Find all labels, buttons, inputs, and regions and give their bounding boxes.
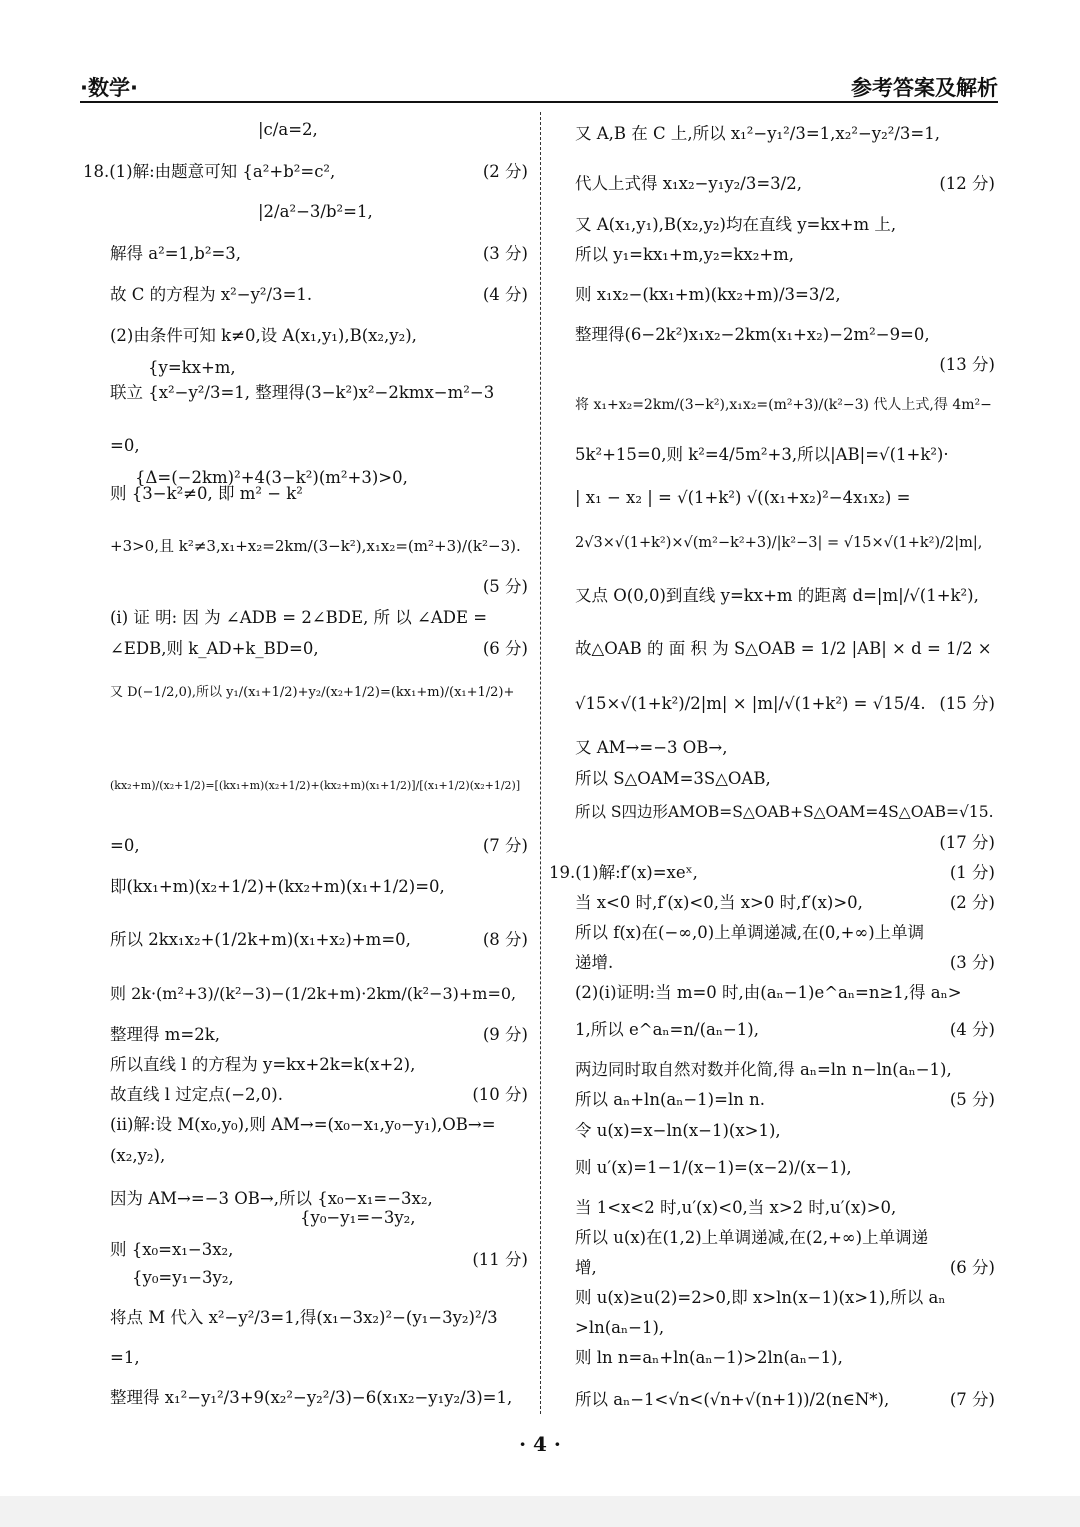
score-marker: (3 分) xyxy=(949,953,995,972)
solution-line: 增, xyxy=(575,1258,597,1277)
solution-line: 解得 a²=1,b²=3, xyxy=(110,244,242,263)
solution-line: (2)(i)证明:当 m=0 时,由(aₙ−1)e^aₙ=n≥1,得 aₙ> xyxy=(575,983,962,1002)
solution-line: >ln(aₙ−1), xyxy=(575,1318,665,1337)
solution-line: 故直线 l 过定点(−2,0). xyxy=(110,1085,283,1104)
score-marker: (9 分) xyxy=(482,1025,528,1044)
solution-line: +3>0,且 k²≠3,x₁+x₂=2km/(3−k²),x₁x₂=(m²+3)/(k²−3). xyxy=(110,537,521,555)
score-marker: (17 分) xyxy=(939,833,995,852)
solution-line: (ii)解:设 M(x₀,y₀),则 AM→=(x₀−x₁,y₀−y₁),OB→= xyxy=(110,1115,496,1134)
solution-line: 即(kx₁+m)(x₂+1/2)+(kx₂+m)(x₁+1/2)=0, xyxy=(110,877,445,896)
solution-line: (i) 证 明: 因 为 ∠ADB = 2∠BDE, 所 以 ∠ADE = xyxy=(110,608,488,627)
score-marker: (8 分) xyxy=(482,930,528,949)
solution-line: 18.(1)解:由题意可知 {a²+b²=c², xyxy=(83,162,336,181)
solution-line: 则 2k·(m²+3)/(k²−3)−(1/2k+m)·2km/(k²−3)+m=0, xyxy=(110,984,517,1003)
bottom-strip xyxy=(0,1496,1080,1527)
solution-line: 当 1<x<2 时,u′(x)<0,当 x>2 时,u′(x)>0, xyxy=(575,1198,897,1217)
solution-line: 5k²+15=0,则 k²=4/5m²+3,所以|AB|=√(1+k²)· xyxy=(575,445,949,464)
score-marker: (5 分) xyxy=(482,577,528,596)
solution-line: 则 u′(x)=1−1/(x−1)=(x−2)/(x−1), xyxy=(575,1158,852,1177)
score-marker: (7 分) xyxy=(482,836,528,855)
solution-line: 则 x₁x₂−(kx₁+m)(kx₂+m)/3=3/2, xyxy=(575,285,841,304)
score-marker: (15 分) xyxy=(939,694,995,713)
solution-line: 故△OAB 的 面 积 为 S△OAB = 1/2 |AB| × d = 1/2 × xyxy=(575,639,992,658)
solution-line: 所以 2kx₁x₂+(1/2k+m)(x₁+x₂)+m=0, xyxy=(110,930,411,949)
solution-line: √15×√(1+k²)/2|m| × |m|/√(1+k²) = √15/4. xyxy=(575,694,926,713)
score-marker: (2 分) xyxy=(482,162,528,181)
solution-line: 联立 {x²−y²/3=1, 整理得(3−k²)x²−2kmx−m²−3 xyxy=(110,383,495,402)
solution-line: 所以 y₁=kx₁+m,y₂=kx₂+m, xyxy=(575,245,795,264)
score-marker: (12 分) xyxy=(939,174,995,193)
solution-line: 则 {3−k²≠0, 即 m² − k² xyxy=(110,484,303,503)
solution-line: 整理得 m=2k, xyxy=(110,1025,220,1044)
solution-line: 令 u(x)=x−ln(x−1)(x>1), xyxy=(575,1121,781,1140)
solution-line: 所以 aₙ−1<√n<(√n+√(n+1))/2(n∈N*), xyxy=(575,1390,890,1409)
solution-line: 所以 S四边形AMOB=S△OAB+S△OAM=4S△OAB=√15. xyxy=(575,803,994,821)
score-marker: (10 分) xyxy=(472,1085,528,1104)
solution-line: =0, xyxy=(110,836,140,855)
solution-line: {y₀−y₁=−3y₂, xyxy=(300,1208,416,1227)
score-marker: (7 分) xyxy=(949,1390,995,1409)
solution-line: 则 u(x)≥u(2)=2>0,即 x>ln(x−1)(x>1),所以 aₙ xyxy=(575,1288,946,1307)
solution-line: 又 AM→=−3 OB→, xyxy=(575,738,728,757)
solution-line: ∠EDB,则 k_AD+k_BD=0, xyxy=(110,639,319,658)
section-title: 参考答案及解析 xyxy=(851,76,998,100)
solution-line: 则 {x₀=x₁−3x₂, xyxy=(110,1240,234,1259)
subject-label: ·数学· xyxy=(80,76,138,100)
solution-line: 又 A,B 在 C 上,所以 x₁²−y₁²/3=1,x₂²−y₂²/3=1, xyxy=(575,124,940,143)
solution-line: 则 ln n=aₙ+ln(aₙ−1)>2ln(aₙ−1), xyxy=(575,1348,843,1367)
score-marker: (1 分) xyxy=(949,863,995,882)
solution-line: (x₂,y₂), xyxy=(110,1146,166,1165)
solution-line: 故 C 的方程为 x²−y²/3=1. xyxy=(110,285,313,304)
solution-line: 将 x₁+x₂=2km/(3−k²),x₁x₂=(m²+3)/(k²−3) 代人上式,得 4m²− xyxy=(575,397,992,413)
score-marker: (6 分) xyxy=(949,1258,995,1277)
solution-line: 1,所以 e^aₙ=n/(aₙ−1), xyxy=(575,1020,759,1039)
solution-line: |2/a²−3/b²=1, xyxy=(258,202,373,221)
solution-line: 所以直线 l 的方程为 y=kx+2k=k(x+2), xyxy=(110,1055,416,1074)
solution-line: 所以 S△OAM=3S△OAB, xyxy=(575,769,771,788)
solution-line: 因为 AM→=−3 OB→,所以 {x₀−x₁=−3x₂, xyxy=(110,1189,433,1208)
solution-line: 所以 u(x)在(1,2)上单调递减,在(2,+∞)上单调递 xyxy=(575,1228,929,1247)
solution-line: 又 D(−1/2,0),所以 y₁/(x₁+1/2)+y₂/(x₂+1/2)=(kx₁+m)/(x₁+1/2)+ xyxy=(110,685,515,700)
solution-line: 整理得(6−2k²)x₁x₂−2km(x₁+x₂)−2m²−9=0, xyxy=(575,325,930,344)
solution-line: {y₀=y₁−3y₂, xyxy=(132,1268,234,1287)
solution-line: =0, xyxy=(110,436,140,455)
score-marker: (13 分) xyxy=(939,355,995,374)
score-marker: (4 分) xyxy=(949,1020,995,1039)
score-marker: (4 分) xyxy=(482,285,528,304)
score-marker: (5 分) xyxy=(949,1090,995,1109)
solution-line: 整理得 x₁²−y₁²/3+9(x₂²−y₂²/3)−6(x₁x₂−y₁y₂/3)=1, xyxy=(110,1388,513,1407)
solution-line: 递增. xyxy=(575,953,614,972)
solution-line: 两边同时取自然对数并化简,得 aₙ=ln n−ln(aₙ−1), xyxy=(575,1060,952,1079)
solution-line: (kx₂+m)/(x₂+1/2)=[(kx₁+m)(x₂+1/2)+(kx₂+m)(x₁+1/2)]/[(x₁+1/2)(x₂+1/2)] xyxy=(110,779,521,792)
solution-line: =1, xyxy=(110,1348,140,1367)
solution-line: |c/a=2, xyxy=(258,120,318,139)
solution-line: {y=kx+m, xyxy=(148,358,236,377)
solution-line: 所以 aₙ+ln(aₙ−1)=ln n. xyxy=(575,1090,765,1109)
score-marker: (2 分) xyxy=(949,893,995,912)
solution-line: 19.(1)解:f′(x)=xeˣ, xyxy=(549,863,698,882)
solution-line: 代人上式得 x₁x₂−y₁y₂/3=3/2, xyxy=(575,174,802,193)
score-marker: (11 分) xyxy=(472,1250,528,1269)
solution-line: 当 x<0 时,f′(x)<0,当 x>0 时,f′(x)>0, xyxy=(575,893,863,912)
solution-line: 又 A(x₁,y₁),B(x₂,y₂)均在直线 y=kx+m 上, xyxy=(575,215,897,234)
solution-line: 2√3×√(1+k²)×√(m²−k²+3)/|k²−3| = √15×√(1+k²)/2|m|, xyxy=(575,535,983,551)
score-marker: (6 分) xyxy=(482,639,528,658)
solution-line: 将点 M 代入 x²−y²/3=1,得(x₁−3x₂)²−(y₁−3y₂)²/3 xyxy=(110,1308,498,1327)
page-number: · 4 · xyxy=(519,1432,561,1456)
score-marker: (3 分) xyxy=(482,244,528,263)
solution-line: 所以 f(x)在(−∞,0)上单调递减,在(0,+∞)上单调 xyxy=(575,923,925,942)
solution-line: 又点 O(0,0)到直线 y=kx+m 的距离 d=|m|/√(1+k²), xyxy=(575,586,979,605)
solution-line: (2)由条件可知 k≠0,设 A(x₁,y₁),B(x₂,y₂), xyxy=(110,326,417,345)
solution-line: | x₁ − x₂ | = √(1+k²) √((x₁+x₂)²−4x₁x₂) = xyxy=(575,488,911,507)
solution-line: {Δ=(−2km)²+4(3−k²)(m²+3)>0, xyxy=(135,468,408,487)
